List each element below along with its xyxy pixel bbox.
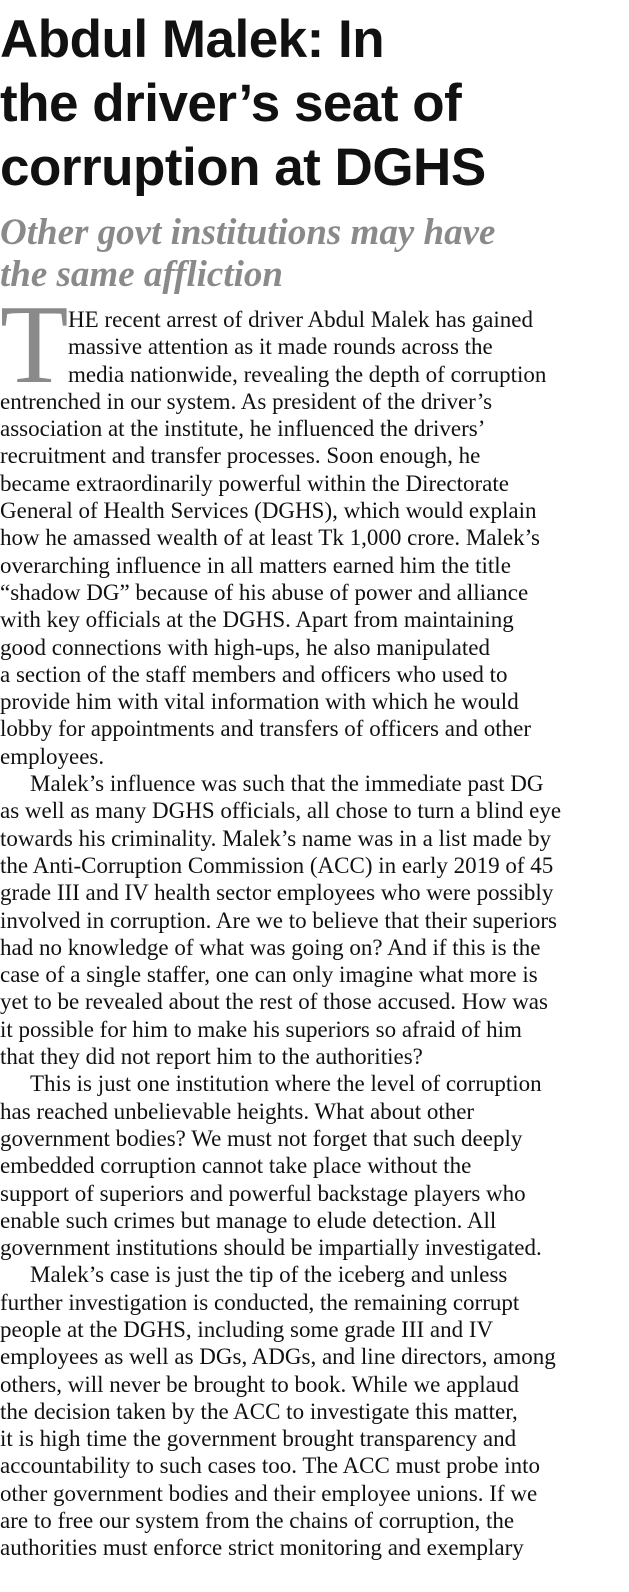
drop-cap: T	[0, 283, 69, 407]
body-line: grade III and IV health sector employees who were possibly	[0, 880, 554, 906]
body-line: accountability to such cases too. The ACC must probe into	[0, 1453, 540, 1479]
headline-line: the driver’s seat of	[0, 74, 462, 133]
body-line: employees.	[0, 743, 105, 769]
body-line: that they did not report him to the authorities?	[0, 1044, 423, 1070]
body-line: case of a single staffer, one can only imagine what more is	[0, 962, 538, 988]
body-line: how he amassed wealth of at least Tk 1,000 crore. Malek’s	[0, 525, 540, 551]
body-line: General of Health Services (DGHS), which would explain	[0, 498, 537, 524]
body-line: lobby for appointments and transfers of officers and other	[0, 716, 531, 742]
subheadline-line: Other govt institutions may have	[0, 212, 496, 253]
body-line: it is high time the government brought transparency and	[0, 1426, 517, 1452]
body-line: overarching influence in all matters earned him the title	[0, 552, 511, 578]
body-line: government institutions should be impartially investigated.	[0, 1235, 542, 1261]
body-line: are to free our system from the chains of corruption, the	[0, 1508, 515, 1534]
subheadline-line: the same affliction	[0, 254, 283, 295]
body-line: a section of the staff members and officers who used to	[0, 661, 508, 687]
body-line: the Anti-Corruption Commission (ACC) in early 2019 of 45	[0, 852, 554, 878]
body-line: good connections with high-ups, he also manipulated	[0, 634, 490, 660]
body-line: others, will never be brought to book. While we applaud	[0, 1371, 519, 1397]
body-line: further investigation is conducted, the remaining corrupt	[0, 1289, 520, 1315]
body-line: government bodies? We must not forget that such deeply	[0, 1125, 523, 1151]
body-line: yet to be revealed about the rest of those accused. How was	[0, 989, 548, 1015]
body-line: recruitment and transfer processes. Soon enough, he	[0, 443, 481, 469]
body-line: it possible for him to make his superiors so afraid of him	[0, 1016, 522, 1042]
body-line: with key officials at the DGHS. Apart from maintaining	[0, 607, 514, 633]
body-line: has reached unbelievable heights. What about other	[0, 1098, 475, 1124]
body-line: This is just one institution where the level of corruption	[30, 1071, 542, 1097]
body-line: became extraordinarily powerful within the Directorate	[0, 470, 509, 496]
body-line: authorities must enforce strict monitoring and exemplary	[0, 1535, 524, 1561]
body-line: employees as well as DGs, ADGs, and line directors, among	[0, 1344, 556, 1370]
body-line: the decision taken by the ACC to investigate this matter,	[0, 1398, 518, 1424]
body-line: involved in corruption. Are we to believe that their superiors	[0, 907, 557, 933]
subheadline	[0, 212, 629, 296]
body-line: “shadow DG” because of his abuse of power and alliance	[0, 579, 529, 605]
body-line: enable such crimes but manage to elude detection. All	[0, 1207, 497, 1233]
body-line: Malek’s case is just the tip of the iceberg and unless	[30, 1262, 508, 1288]
body-line: Malek’s influence was such that the immediate past DG	[30, 771, 544, 797]
headline-line: Abdul Malek: In	[0, 10, 385, 69]
body-line: other government bodies and their employee unions. If we	[0, 1480, 538, 1506]
headline-line: corruption at DGHS	[0, 138, 486, 197]
body-line: towards his criminality. Malek’s name was in a list made by	[0, 825, 552, 851]
body-line: had no knowledge of what was going on? And if this is the	[0, 934, 541, 960]
body-line: embedded corruption cannot take place without the	[0, 1153, 472, 1179]
body-line: people at the DGHS, including some grade III and IV	[0, 1316, 494, 1342]
body-line: media nationwide, revealing the depth of corruption	[68, 361, 547, 387]
headline	[0, 8, 629, 200]
body-line: as well as many DGHS officials, all chose to turn a blind eye	[0, 798, 562, 824]
body-line: massive attention as it made rounds across the	[68, 334, 493, 360]
body-line: association at the institute, he influenced the drivers’	[0, 416, 486, 442]
body-line: entrenched in our system. As president of the driver’s	[0, 388, 493, 414]
body-line: support of superiors and powerful backstage players who	[0, 1180, 526, 1206]
body-line: provide him with vital information with which he would	[0, 689, 519, 715]
body-line: HE recent arrest of driver Abdul Malek has gained	[68, 307, 533, 332]
article-body	[0, 306, 624, 1562]
